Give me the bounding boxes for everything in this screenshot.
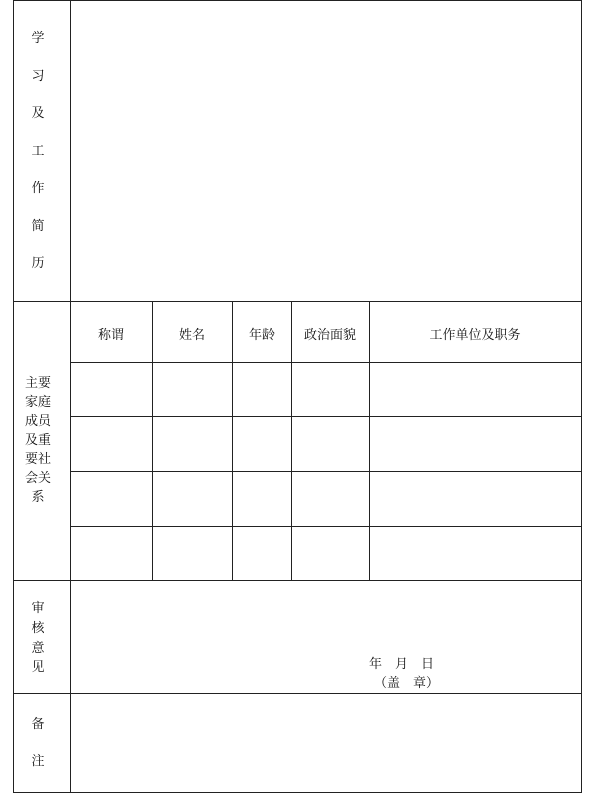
remarks-content-cell[interactable]	[71, 694, 581, 792]
table-cell[interactable]	[292, 417, 369, 471]
table-row	[71, 527, 581, 580]
family-label-line: 及重	[24, 433, 52, 448]
column-header-employer-position: 工作单位及职务	[429, 328, 521, 343]
table-cell[interactable]	[153, 472, 232, 526]
family-label-line: 系	[31, 490, 45, 505]
table-cell[interactable]	[233, 527, 291, 580]
resume-label-char: 学	[31, 31, 45, 46]
column-header-political-status: 政治面貌	[303, 328, 357, 343]
review-label-char: 意	[31, 641, 45, 656]
family-label-line: 主要	[24, 376, 52, 391]
family-label-line: 要社	[24, 452, 52, 467]
table-cell[interactable]	[370, 527, 581, 580]
table-row	[71, 472, 581, 526]
table-cell[interactable]	[233, 363, 291, 416]
table-cell[interactable]	[370, 472, 581, 526]
resume-label-char: 工	[31, 144, 45, 159]
column-header-age: 年龄	[248, 328, 276, 343]
review-label-char: 核	[31, 621, 45, 636]
remarks-label-char: 注	[31, 754, 45, 769]
review-label-char: 审	[31, 601, 45, 616]
resume-label-char: 及	[31, 106, 45, 121]
table-cell[interactable]	[71, 417, 152, 471]
family-label-line: 会关	[24, 471, 52, 486]
table-cell[interactable]	[153, 363, 232, 416]
table-cell[interactable]	[292, 472, 369, 526]
family-label-line: 家庭	[24, 395, 52, 410]
table-cell[interactable]	[370, 363, 581, 416]
table-cell[interactable]	[71, 363, 152, 416]
table-row	[71, 417, 581, 471]
table-bottom-border	[13, 792, 582, 793]
resume-label-char: 习	[31, 69, 45, 84]
review-date-line: 年 月 日	[369, 657, 435, 672]
table-left-border	[13, 0, 14, 793]
resume-label-char: 简	[31, 219, 45, 234]
table-cell[interactable]	[71, 472, 152, 526]
resume-content-cell[interactable]	[71, 1, 581, 301]
review-label-char: 见	[31, 660, 45, 675]
table-cell[interactable]	[292, 527, 369, 580]
review-seal-line: （盖 章）	[374, 676, 440, 691]
table-cell[interactable]	[233, 417, 291, 471]
table-cell[interactable]	[292, 363, 369, 416]
remarks-label-char: 备	[31, 717, 45, 732]
column-header-name: 姓名	[178, 328, 206, 343]
table-row	[71, 363, 581, 416]
resume-label-char: 历	[31, 256, 45, 271]
table-cell[interactable]	[370, 417, 581, 471]
table-right-border	[581, 0, 582, 793]
resume-label-char: 作	[31, 181, 45, 196]
resume-bottom-border	[13, 301, 582, 302]
table-cell[interactable]	[233, 472, 291, 526]
table-cell[interactable]	[153, 527, 232, 580]
review-content-cell[interactable]	[71, 581, 581, 693]
table-cell[interactable]	[153, 417, 232, 471]
table-cell[interactable]	[71, 527, 152, 580]
column-header-relation: 称谓	[97, 328, 125, 343]
family-label-line: 成员	[24, 414, 52, 429]
